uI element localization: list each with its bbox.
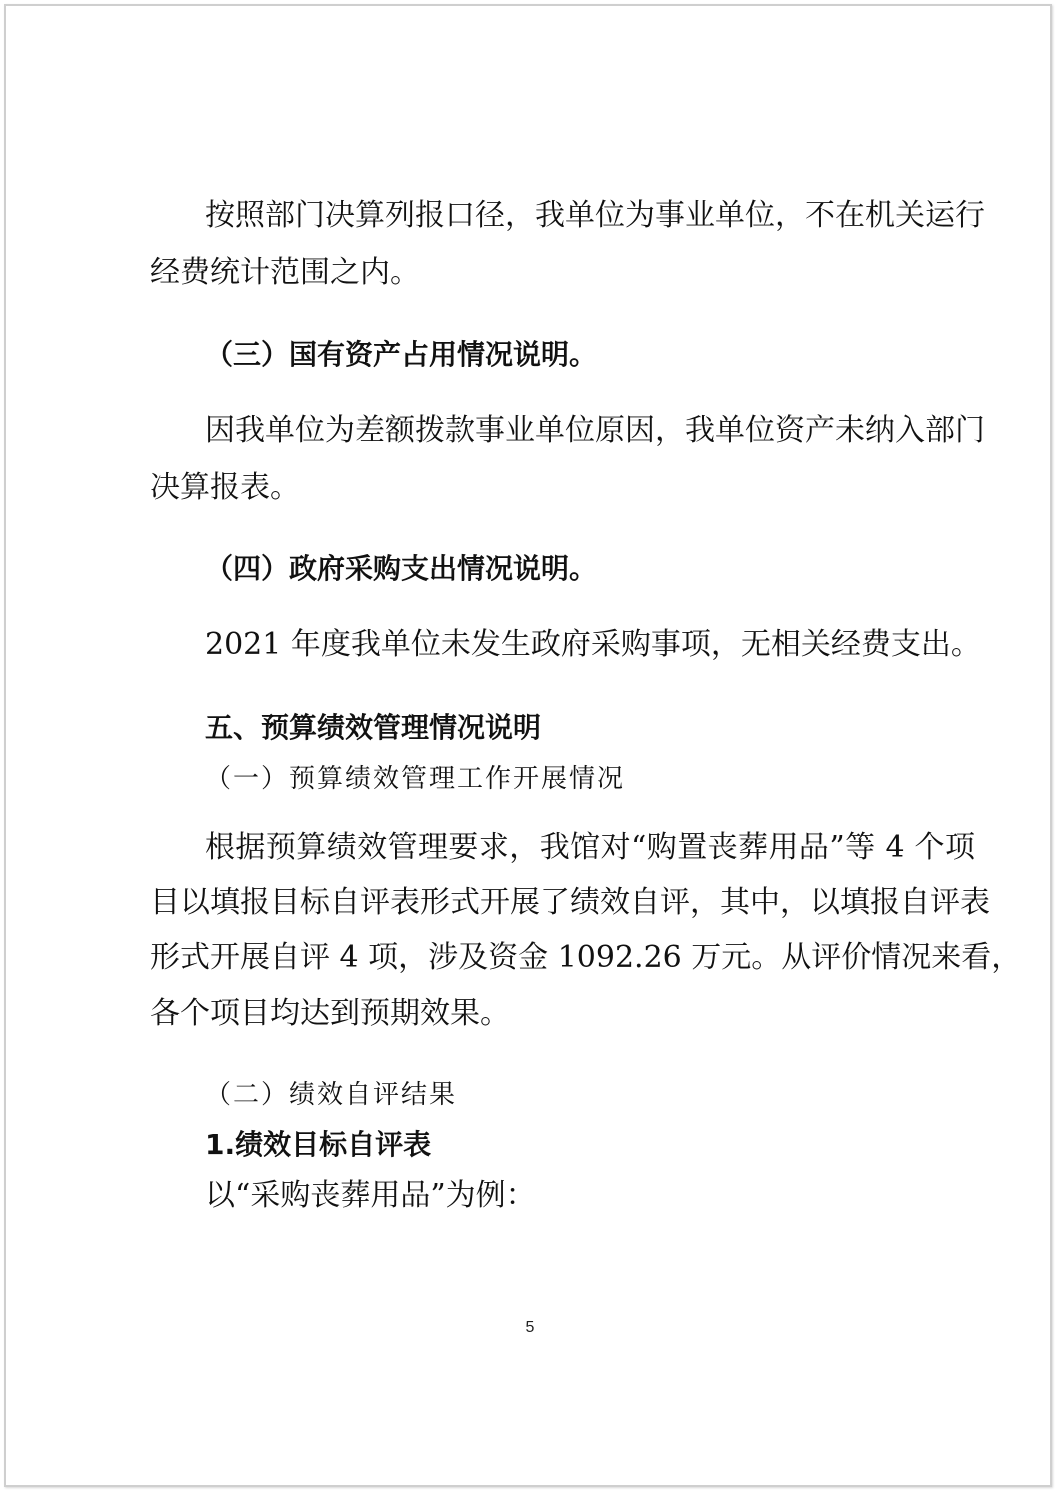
paragraph-line: 因我单位为差额拨款事业单位原因，我单位资产未纳入部门 bbox=[205, 413, 985, 448]
section-heading: 1.绩效目标自评表 bbox=[205, 1128, 432, 1161]
page-number: 5 bbox=[525, 1319, 535, 1336]
paragraph-line: 按照部门决算列报口径，我单位为事业单位，不在机关运行 bbox=[205, 198, 985, 233]
subsection-heading: （二）绩效自评结果 bbox=[205, 1080, 458, 1110]
paragraph-line: 2021 年度我单位未发生政府采购事项，无相关经费支出。 bbox=[205, 627, 981, 662]
paragraph-line: 目以填报目标自评表形式开展了绩效自评，其中，以填报自评表 bbox=[150, 885, 990, 920]
section-heading: （四）政府采购支出情况说明。 bbox=[205, 552, 598, 585]
paragraph-line: 各个项目均达到预期效果。 bbox=[150, 996, 510, 1031]
paragraph-line: 决算报表。 bbox=[150, 470, 300, 505]
paragraph-line: 经费统计范围之内。 bbox=[150, 255, 420, 290]
section-heading: （三）国有资产占用情况说明。 bbox=[205, 338, 598, 371]
paragraph-line: 形式开展自评 4 项，涉及资金 1092.26 万元。从评价情况来看， bbox=[150, 940, 1022, 975]
subsection-heading: （一）预算绩效管理工作开展情况 bbox=[205, 764, 626, 794]
section-heading: 五、预算绩效管理情况说明 bbox=[205, 711, 542, 744]
paragraph-line: 以“采购丧葬用品”为例： bbox=[205, 1178, 536, 1213]
paragraph-line: 根据预算绩效管理要求，我馆对“购置丧葬用品”等 4 个项 bbox=[205, 830, 975, 865]
